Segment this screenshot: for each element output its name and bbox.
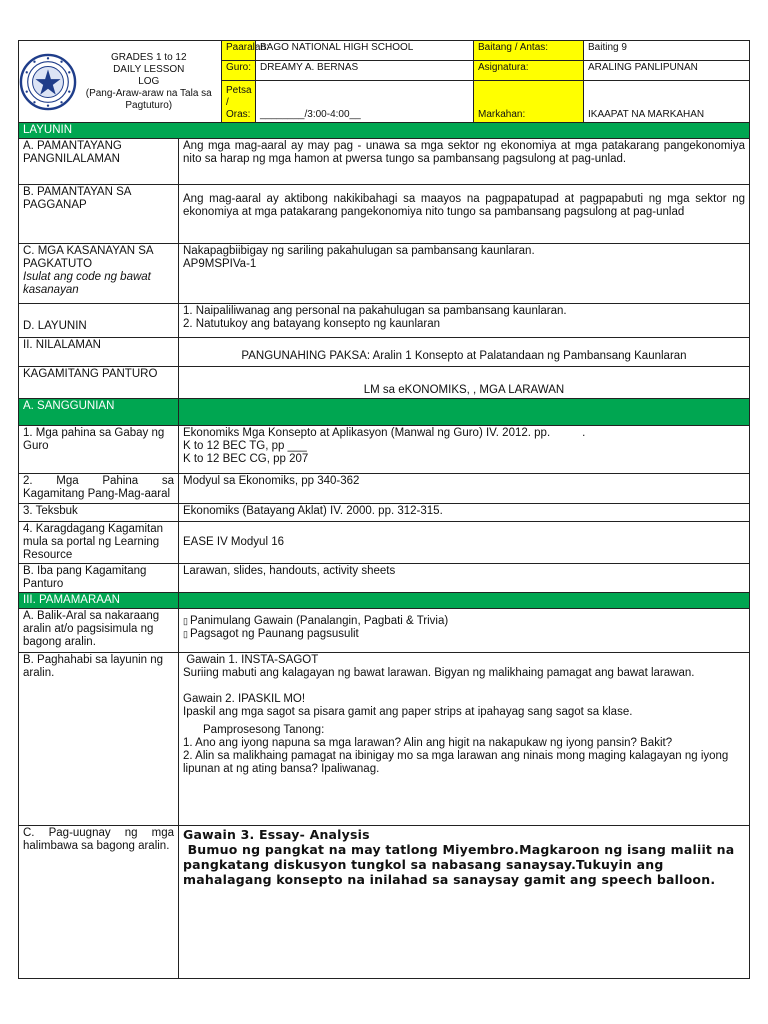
section-sanggunian: A. SANGGUNIAN: [19, 399, 179, 426]
petsa-value: ________/3:00-4:00__: [256, 81, 474, 123]
pamantayan-sa-pagganap-text: Ang mag-aaral ay aktibong nakikibahagi sa maayos na pagpapatupad at pagpapabuti ng mga sektor ng ekonomiya at mga patakarang pangekonomiya nito tungo sa pambansang pagsulong at pag-unlad: [179, 185, 750, 244]
balik-aral-label: A. Balik-Aral sa nakaraang aralin at/o pagsisimula ng bagong aralin.: [19, 609, 179, 653]
title-line-2: DAILY LESSON: [113, 63, 185, 75]
paghahabi-cell: [179, 653, 750, 826]
balik-aral-item-1-text: Panimulang Gawain (Panalangin, Pagbati & Trivia): [189, 615, 449, 627]
balik-aral-item-2: [183, 628, 745, 641]
asignatura-label: Asignatura:: [474, 61, 584, 81]
pamantayang-pangnilalaman-label: A. PAMANTAYANG PANGNILALAMAN: [19, 139, 179, 185]
gabay-label: 1. Mga pahina sa Gabay ng Guro: [19, 426, 179, 474]
nilalaman-text: PANGUNAHING PAKSA: Aralin 1 Konsepto at Palatandaan ng Pambansang Kaunlaran: [179, 338, 750, 367]
section-layunin: LAYUNIN: [19, 123, 750, 139]
kasanayan-label: C. MGA KASANAYAN SA PAGKATUTO: [23, 245, 153, 270]
kagamitan-text: LM sa eKONOMIKS, , MGA LARAWAN: [179, 367, 750, 399]
layunin-item-2: 2. Natutukoy ang batayang konsepto ng kaunlaran: [183, 318, 441, 330]
balik-aral-item-1: [183, 615, 745, 628]
gawain-2-title: Gawain 2. IPASKIL MO!: [183, 693, 306, 705]
iba-pang-label: B. Iba pang Kagamitang Panturo: [19, 564, 179, 593]
gawain-3-title: Gawain 3. Essay- Analysis: [183, 827, 370, 842]
teksbuk-label: 3. Teksbuk: [19, 504, 179, 522]
guro-label: Guro:: [222, 61, 256, 81]
title-line-1: GRADES 1 to 12: [110, 51, 187, 63]
karagdagang-label: 4. Karagdagang Kagamitan mula sa portal ng Learning Resource: [19, 522, 179, 564]
lesson-log-table: [18, 40, 750, 979]
asignatura-value: ARALING PANLIPUNAN: [584, 61, 750, 81]
kasanayan-text: Nakapagbiibigay ng sariling pakahulugan sa pambansang kaunlaran.: [183, 245, 535, 257]
paaralan-value: BAGO NATIONAL HIGH SCHOOL: [256, 41, 474, 61]
balik-aral-cell: [179, 609, 750, 653]
kasanayan-sublabel: Isulat ang code ng bawat kasanayan: [23, 271, 151, 296]
kasanayan-code: AP9MSPIVa-1: [183, 258, 257, 270]
petsa-label: Petsa / Oras:: [222, 81, 256, 123]
baitang-label: Baitang / Antas:: [474, 41, 584, 61]
tanong-2: 2. Alin sa malikhaing pamagat na ibinigay mo sa mga larawan ang ninais mong maging kalagayan ng iyong lipunan at ng ating bansa? Ipaliwanag.: [183, 750, 729, 775]
pamantayang-pangnilalaman-text: Ang mga mag-aaral ay may pag - unawa sa mga sektor ng ekonomiya at mga patakarang pangekonomiya nito sa harap ng mga hamon at pwersa tungo sa pambansang pagsulong at pag-unlad.: [179, 139, 750, 185]
gabay-line-3: K to 12 BEC CG, pp 207: [183, 453, 309, 465]
gabay-line-1: Ekonomiks Mga Konsepto at Aplikasyon (Manwal ng Guro) IV. 2012. pp. .: [183, 427, 586, 439]
paaralan-label: Paaralan:: [222, 41, 256, 61]
kagamitang-mag-aaral-text: Modyul sa Ekonomiks, pp 340-362: [179, 474, 750, 504]
title-line-4: (Pang-Araw-araw na Tala sa: [85, 87, 212, 99]
deped-seal: [19, 41, 77, 123]
kasanayan-label-cell: [19, 244, 179, 304]
gabay-line-2: K to 12 BEC TG, pp ___: [183, 440, 307, 452]
guro-value: DREAMY A. BERNAS: [256, 61, 474, 81]
layunin-d-cell: [179, 304, 750, 338]
teksbuk-text: Ekonomiks (Batayang Aklat) IV. 2000. pp. 312-315.: [179, 504, 750, 522]
markahan-value: IKAAPAT NA MARKAHAN: [584, 81, 750, 123]
bullet-icon: ▯: [183, 616, 188, 626]
nilalaman-label: II. NILALAMAN: [19, 338, 179, 367]
title-line-3: LOG: [138, 75, 160, 87]
title-line-5: Pagtuturo): [125, 99, 173, 111]
section-sanggunian-blank: [179, 399, 750, 426]
gawain-1-title: Gawain 1. INSTA-SAGOT: [183, 654, 319, 666]
paghahabi-label: B. Paghahabi sa layunin ng aralin.: [19, 653, 179, 826]
kagamitang-mag-aaral-label: 2. Mga Pahina sa Kagamitang Pang-Mag-aaral: [19, 474, 179, 504]
balik-aral-item-2-text: Pagsagot ng Paunang pagsusulit: [189, 628, 359, 640]
gawain-1-text: Suriing mabuti ang kalagayan ng bawat larawan. Bigyan ng malikhaing pamagat ang bawat larawan.: [183, 667, 695, 679]
iba-pang-text: Larawan, slides, handouts, activity sheets: [179, 564, 750, 593]
deped-seal-icon: [19, 53, 77, 111]
tanong-1: 1. Ano ang iyong napuna sa mga larawan? Alin ang higit na nakapukaw ng iyong pansin? Bakit?: [183, 737, 673, 749]
pamantayan-sa-pagganap-label: B. PAMANTAYAN SA PAGGANAP: [19, 185, 179, 244]
gawain-3-text: Bumuo ng pangkat na may tatlong Miyembro.Magkaroon ng isang maliit na pangkatang diskusyon tungkol sa nabasang sanaysay.Tukuyin ang mahalagang konsepto na inilahad sa sanaysay gamit ang speech balloon.: [183, 842, 739, 887]
section-pamamaraan-blank: [179, 593, 750, 609]
baitang-value: Baiting 9: [584, 41, 750, 61]
layunin-d-label: D. LAYUNIN: [19, 304, 179, 338]
pag-uugnay-cell: [179, 826, 750, 979]
kasanayan-text-cell: [179, 244, 750, 304]
layunin-item-1: 1. Naipaliliwanag ang personal na pakahulugan sa pambansang kaunlaran.: [183, 305, 567, 317]
kagamitan-label: KAGAMITANG PANTURO: [19, 367, 179, 399]
dll-title: [77, 41, 222, 123]
gabay-cell: [179, 426, 750, 474]
pag-uugnay-label: C. Pag-uugnay ng mga halimbawa sa bagong aralin.: [19, 826, 179, 979]
markahan-label: Markahan:: [474, 81, 584, 123]
lesson-log-sheet: [18, 40, 749, 980]
section-pamamaraan: III. PAMAMARAAN: [19, 593, 179, 609]
pamprosesong-tanong-title: Pamprosesong Tanong:: [203, 724, 325, 736]
gawain-2-text: Ipaskil ang mga sagot sa pisara gamit ang paper strips at ipahayag sang sagot sa klase.: [183, 706, 633, 718]
bullet-icon: ▯: [183, 629, 188, 639]
karagdagang-text: EASE IV Modyul 16: [179, 522, 750, 564]
